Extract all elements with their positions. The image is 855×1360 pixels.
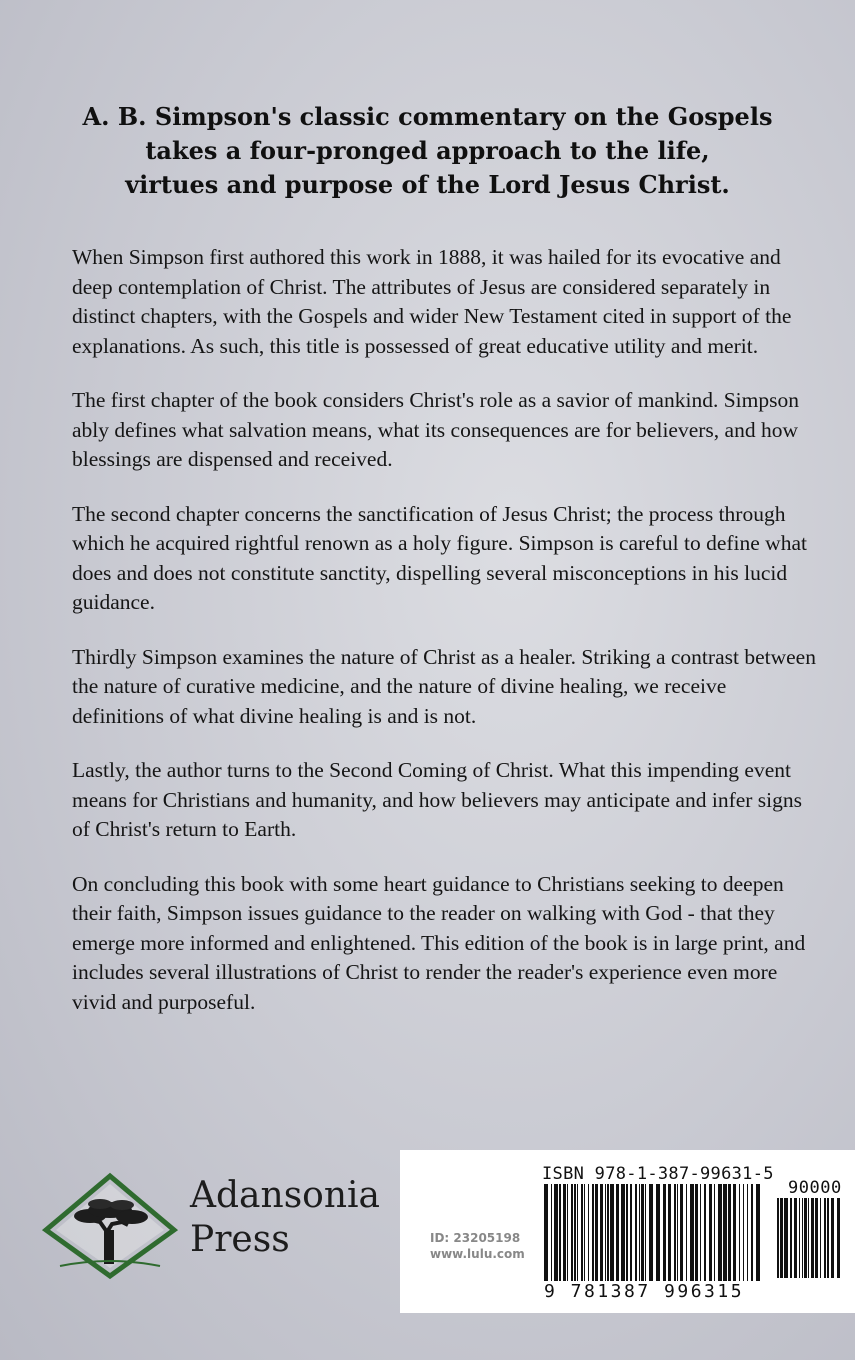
barcode-bar — [714, 1184, 715, 1294]
barcode-bar — [780, 1198, 783, 1278]
barcode-bar — [641, 1184, 644, 1294]
barcode-bar — [784, 1198, 788, 1278]
tagline-line: takes a four-pronged approach to the life, — [145, 136, 710, 165]
barcode-bar — [695, 1184, 698, 1294]
barcode-bar — [584, 1184, 585, 1294]
barcode-bar — [616, 1184, 619, 1294]
paragraph: The second chapter concerns the sanctification of Jesus Christ; the process through which he acquired rightful renown as a holy figure. Simpson is careful to define what does and does not constitute sanctity, dispelling several misconceptions in his lucid guidance. — [72, 501, 807, 614]
barcode-bar — [700, 1184, 701, 1294]
barcode-bar — [595, 1184, 598, 1294]
barcode-bar — [544, 1184, 548, 1294]
tagline-line: A. B. Simpson's classic commentary on the Gospels — [82, 102, 773, 131]
ean-digits: 9 781387 996315 — [542, 1281, 764, 1302]
publisher-name-line: Adansonia — [190, 1175, 381, 1216]
barcode-bar — [607, 1184, 609, 1294]
barcode-bar — [751, 1184, 753, 1294]
tagline — [40, 100, 815, 202]
barcode-bar — [630, 1184, 632, 1294]
lulu-info — [430, 1230, 525, 1262]
barcode-bar — [811, 1198, 814, 1278]
baobab-tree-diamond-icon — [40, 1170, 180, 1280]
barcode-bar — [686, 1184, 687, 1294]
barcode-bar — [649, 1184, 653, 1294]
barcode-bar — [588, 1184, 589, 1294]
barcode-bar — [790, 1198, 792, 1278]
publisher-name — [190, 1174, 380, 1262]
barcode-bar — [837, 1198, 840, 1278]
barcode-bar — [824, 1198, 826, 1278]
paragraph: On concluding this book with some heart guidance to Christians seeking to deepen their faith, Simpson issues guidance to the reader on walking with God - that they emerge more informed and enlightened. This edition of the book is in large print, and includes several illustrations of Christ to render the reader's experience even more vivid and purposeful. — [72, 871, 806, 1014]
barcode-bar — [723, 1184, 727, 1294]
barcode-bar — [733, 1184, 736, 1294]
barcode-bar — [680, 1184, 683, 1294]
lulu-url: www.lulu.com — [430, 1247, 525, 1261]
description — [72, 243, 817, 1042]
paragraph: When Simpson first authored this work in 1888, it was hailed for its evocative and deep contemplation of Christ. The attributes of Jesus are considered separately in distinct chapters, with the Gospels and wider New Testament cited in support of the explanations. As such, this title is possessed of great educative utility and merit. — [72, 245, 792, 358]
barcode-bar — [747, 1184, 748, 1294]
barcode-bar — [815, 1198, 818, 1278]
barcode-bar — [802, 1198, 803, 1278]
barcode-bar — [551, 1184, 552, 1294]
barcode-bar — [739, 1184, 740, 1294]
paragraph: Thirdly Simpson examines the nature of Christ as a healer. Striking a contrast between the nature of curative medicine, and the nature of divine healing, we receive definitions of what divine healing is and is not. — [72, 644, 816, 728]
barcode-bar — [677, 1184, 678, 1294]
barcode-bar — [728, 1184, 731, 1294]
barcode-bar — [626, 1184, 628, 1294]
publisher-name-line: Press — [190, 1219, 290, 1260]
barcode-bar — [621, 1184, 625, 1294]
barcode-box — [400, 1150, 855, 1313]
barcode-bar — [827, 1198, 829, 1278]
barcode-bar — [592, 1184, 594, 1294]
barcode-bar — [574, 1184, 576, 1294]
barcode-bar — [704, 1184, 706, 1294]
barcode-bar — [794, 1198, 797, 1278]
barcode-bar — [600, 1184, 603, 1294]
lulu-id: ID: 23205198 — [430, 1231, 521, 1245]
barcode-bar — [559, 1184, 561, 1294]
barcode-bar — [571, 1184, 573, 1294]
barcode-bar — [668, 1184, 671, 1294]
barcode-bar — [804, 1198, 807, 1278]
barcode-bar — [756, 1184, 760, 1294]
barcode-bar — [709, 1184, 712, 1294]
barcode-bar — [674, 1184, 676, 1294]
barcode-bar — [635, 1184, 637, 1294]
barcode-bar — [743, 1184, 744, 1294]
barcode-bar — [820, 1198, 821, 1278]
price-code: 90000 — [788, 1178, 842, 1198]
paragraph: Lastly, the author turns to the Second Coming of Christ. What this impending event means for Christians and humanity, and how believers may anticipate and infer signs of Christ's return to Earth. — [72, 758, 803, 841]
barcode-bar — [663, 1184, 666, 1294]
barcode-bar — [605, 1184, 606, 1294]
tagline-line: virtues and purpose of the Lord Jesus Christ. — [125, 170, 730, 199]
barcode-bar — [831, 1198, 834, 1278]
paragraph: The first chapter of the book considers Christ's role as a savior of mankind. Simpson ably defines what salvation means, what its consequences are for believers, and how blessings are dispensed and received. — [72, 388, 799, 471]
barcode-bar — [645, 1184, 646, 1294]
barcode-bar — [639, 1184, 640, 1294]
isbn-label: ISBN 978-1-387-99631-5 — [542, 1164, 774, 1184]
barcode-bar — [690, 1184, 694, 1294]
barcode-bar — [799, 1198, 800, 1278]
barcode-bar — [610, 1184, 614, 1294]
barcode-bar — [777, 1198, 779, 1278]
barcode-bar — [581, 1184, 583, 1294]
barcode-bar — [567, 1184, 568, 1294]
barcode-bar — [656, 1184, 660, 1294]
barcode-bar — [808, 1198, 809, 1278]
barcode-bar — [577, 1184, 578, 1294]
barcode-bar — [563, 1184, 566, 1294]
price-barcode — [775, 1198, 845, 1278]
ean-barcode — [542, 1184, 762, 1294]
barcode-bar — [718, 1184, 722, 1294]
publisher-logo — [40, 1170, 380, 1280]
barcode-bar — [554, 1184, 558, 1294]
